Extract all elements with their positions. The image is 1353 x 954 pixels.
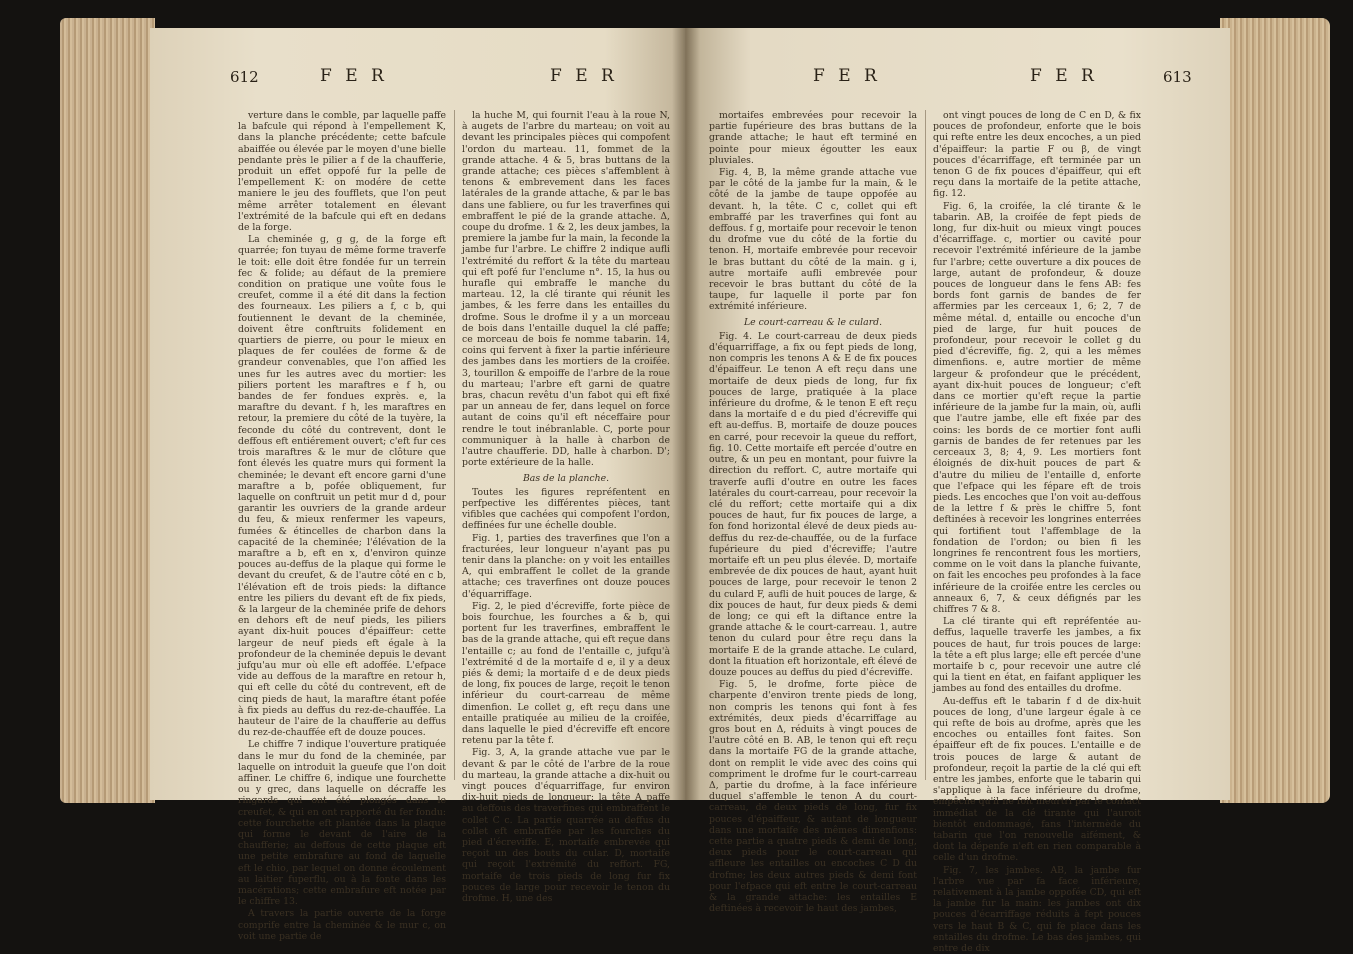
paragraph: La clé tirante qui eft repréfentée au-deffus, laquelle traverfe les jambes, a fix pouces de haut, fur trois pouces de large: la tête a eft plus large; elle eft percée d'une mortaife b c, pour recevoir une autre clé qui la tient en état, en faifant appliquer les jambes au fond des entailles du drofme. xyxy=(933,616,1141,695)
right-page-number: 613 xyxy=(1163,68,1192,86)
left-page-number: 612 xyxy=(230,68,259,86)
book-gutter xyxy=(672,28,700,800)
left-column-1 xyxy=(238,110,446,942)
left-page xyxy=(150,28,685,942)
column-rule xyxy=(454,110,455,780)
section-heading: Bas de la planche. xyxy=(522,472,610,484)
paragraph: A travers la partie ouverte de la forge comprife entre la cheminée & le mur c, on voit une partie de xyxy=(238,908,446,942)
right-running-head-2: F E R xyxy=(1030,66,1098,86)
paragraph: ont vingt pouces de long de C en D, & fix pouces de profondeur, enforte que le bois qui refte entre les deux encoches, a un pied d'épaiffeur: la partie F ou β, de vingt pouces d'écarriffage, eft terminée par un tenon G de fix pouces d'épaiffeur, qui eft reçu dans la mortaife de la petite attache, fig. 12. xyxy=(933,110,1141,200)
paragraph: Fig. 4, B, la même grande attache vue par le côté de la jambe fur la main, & le côté de la jambe de taupe oppofée au devant. h, la tête. C c, collet qui eft embraffé par les traverfines qui font au deffous. f g, mortaife pour recevoir le tenon du drofme vue du côté de la fortie du tenon. H, mortaife embrevée pour recevoir le bras buttant du côté de la main. g i, autre mortaife aufli embrevée pour recevoir le bras buttant du côté de la taupe, fur laquelle il porte par fon extrémité inférieure. xyxy=(709,167,917,313)
right-running-head-1: F E R xyxy=(813,66,881,86)
paragraph: Fig. 7, les jambes. AB, la jambe fur l'arbre vue par fa face inférieure, relativement à la jambe oppofée CD, qui eft la jambe fur la main: les jambes ont dix pouces d'écarriffage réduits à fept pouces vers le haut B & C, qui fe place dans les entailles du drofme. Le bas des jambes, qui entre de dix xyxy=(933,864,1141,954)
left-running-head-2: F E R xyxy=(550,66,618,86)
paragraph: Fig. 1, parties des traverfines que l'on a fracturées, leur longueur n'ayant pas pu tenir dans la planche: on y voit les entailles A, qui embraffent le collet de la grande attache; ces traverfines ont douze pouces d'équarriffage. xyxy=(462,532,670,600)
right-column-1 xyxy=(709,110,917,915)
paragraph: verture dans le comble, par laquelle paffe la bafcule qui répond à l'empellement K, dans la planche précédente; cette bafcule abaiffée ou élevée par le moyen d'une bielle pendante près le pilier a f de la chaufferie, produit un effet oppofé fur la pelle de l'empellement K: on modére de cette maniere le jeu des foufflets, que l'on peut même arrêter totalement en élevant l'extrémité de la bafcule qui eft en dedans de la forge. xyxy=(238,110,446,234)
paragraph: La cheminée g, g g, de la forge eft quarrée; fon tuyau de même forme traverfe le toit: elle doit être fondée fur un terrein fec & folide; au défaut de la premiere condition on pratique une voûte fous le creufet, comme il a été dit dans la fection des fourneaux. Les piliers a f, c b, qui foutiennent le devant de la cheminée, doivent être conftruits folidement en quartiers de pierre, ou pour le mieux en plaques de fer coulées de forme & de grandeur convenables, que l'on affied les unes fur les autres avec du mortier: les piliers portent les maraftres e f h, ou bandes de fer fondues exprès. e, la maraftre du devant. f h, les maraftres en retour, la premiere du côté de la tuyère, la feconde du côté du contrevent, dont le deffous eft entiérement ouvert; c'eft fur ces trois maraftres & le mur de clôture que font élevés les quatre murs qui forment la cheminée; le devant eft encore garni d'une maraftre a b, pofée obliquement, fur laquelle on conftruit un petit mur d d, pour garantir les ouvriers de la grande ardeur du feu, & mieux renfermer les vapeurs, fumées & étincelles de charbon dans la capacité de la cheminée; l'élévation de la maraftre a b, eft en x, d'environ quinze pouces au-deffus de la plaque qui forme le devant du creufet, & de l'autre côté en c b, l'élévation eft de trois pieds: la diftance entre les piliers du devant eft de fix pieds, & la largeur de la cheminée prife de dehors en dehors eft de neuf pieds, les piliers ayant dix-huit pouces d'épaiffeur: cette largeur de neuf pieds eft égale à la profondeur de la cheminée depuis le devant jufqu'au mur où elle eft adoffée. L'efpace vide au deffous de la maraftre en retour h, qui eft celle du côté du contrevent, eft de cinq pieds de haut, la maraftre étant pofée à fix pieds au deffus du rez-de-chauffée. La hauteur de l'aire de la chaufferie au deffus du rez-de-chauffée eft de douze pouces. xyxy=(238,234,446,739)
page-stack-right xyxy=(1220,18,1330,803)
paragraph: Fig. 2, le pied d'écreviffe, forte pièce de bois fourchue, les fourches a & b, qui portent fur les traverfines, embraffent le bas de la grande attache, qui eft reçue dans l'entaille c; au fond de l'entaille c, jufqu'à l'extrémité d de la mortaife d e, il y a deux piés & demi; la mortaife d e de deux pieds de long, fix pouces de large, reçoit le tenon inférieur du court-carreau de même dimenfion. Le collet g, eft reçu dans une entaille pratiquée au milieu de la croifée, dans laquelle le pied d'écreviffe eft encore retenu par la tête f. xyxy=(462,600,670,747)
paragraph: Fig. 4. Le court-carreau de deux pieds d'équarriffage, a fix ou fept pieds de long, non compris les tenons A & E de fix pouces d'épaiffeur. Le tenon A eft reçu dans une mortaife de deux pieds de long, fur fix pouces de large, pratiquée à la place inférieure du drofme, & le tenon E eft reçu dans la mortaife d e du pied d'écreviffe qui eft au-deffus. B, mortaife de douze pouces en carré, pour recevoir la queue du reffort, fig. 10. Cette mortaife eft percée d'outre en outre, & un peu en montant, pour fuivre la direction du reffort. C, autre mortaife qui traverfe aufli d'outre en outre les faces latérales du court-carreau, pour recevoir la clé du reffort; cette mortaife qui a dix pouces de haut, fur fix pouces de large, a fon fond horizontal élevé de deux pieds au-deffus du rez-de-chauffée, ou de la furface fupérieure du pied d'écreviffe; l'autre mortaife eft un peu plus élevée. D, mortaife embrevée de dix pouces de haut, ayant huit pouces de large, pour recevoir le tenon 2 du culard F, aufli de huit pouces de large, & dix pouces de haut, fur deux pieds & demi de long; ce qui eft la diftance entre la grande attache & le court-carreau. 1, autre tenon du culard pour être reçu dans la mortaife E de la grande attache. Le culard, dont la fituation eft horizontale, eft élevé de douze pouces au deffus du pied d'écreviffe. xyxy=(709,330,917,678)
page-stack-left xyxy=(60,18,155,803)
paragraph: la huche M, qui fournit l'eau à la roue N, à augets de l'arbre du marteau; on voit au devant les principales pièces qui compofent l'ordon du marteau. 11, fommet de la grande attache. 4 & 5, bras buttans de la grande attache; ces pièces s'affemblent à tenons & embrevement dans les faces latérales de la grande attache, & par le bas dans une fabliere, ou fur les traverfines qui embraffent le pié de la grande attache. Δ, coupe du drofme. 1 & 2, les deux jambes, la premiere la jambe fur la main, la feconde la jambe fur l'arbre. Le chiffre 2 indique aufli l'extrémité du reffort & la tête du marteau qui eft pofé fur l'enclume n°. 15, la hus ou hurafle qui embraffe le manche du marteau. 12, la clé tirante qui réunit les jambes, & les ferre dans les entailles du drofme. Sous le drofme il y a un morceau de bois dans l'entaille duquel la clé paffe; ce morceau de bois fe nomme tabarin. 14, coins qui fervent à fixer la partie inférieure des jambes dans les mortiers de la croifée. 3, tourillon & empoiffe de l'arbre de la roue du marteau; l'arbre eft garni de quatre bras, chacun revêtu d'un fabot qui eft fixé par un anneau de fer, dans lequel on force autant de coins qu'il eft néceffaire pour rendre le tout inébranlable. C, porte pour communiquer à la halle à charbon de l'autre chaufferie. DD, halle à charbon. D'; porte extérieure de la halle. xyxy=(462,110,670,469)
paragraph: Toutes les figures repréfentent en perfpective les différentes pièces, tant vifibles que cachées qui compofent l'ordon, deffinées fur une échelle double. xyxy=(462,486,670,532)
paragraph: Au-deffus eft le tabarin f d de dix-huit pouces de long, d'une largeur égale à ce qui refte de bois au drofme, après que les encoches ou entailles font faites. Son épaiffeur eft de fix pouces. L'entaille e de trois pouces de large & autant de profondeur, reçoit la partie de la clé qui eft entre les jambes, enforte que le tabarin qui s'applique à la face inférieure du drofme, empêche qu'il ne foit meurtri par le contact immédiat de la clé tirante qui l'auroit bientôt endommagé, fans l'intermède du tabarin que l'on renouvelle aifément, & dont la dépenfe n'eft en rien comparable à celle d'un drofme. xyxy=(933,695,1141,864)
right-page xyxy=(685,28,1230,954)
paragraph: Le chiffre 7 indique l'ouverture pratiquée dans le mur du fond de la cheminée, par laquelle on introduit la gueufe que l'on doit affiner. Le chiffre 6, indique une fourchette ou y grec, dans laquelle on décraffe les ringards qui ont été plongés dans le creufet, & qui en ont rapporté du fer fondu: cette fourchette eft plantée dans la plaque qui forme le devant de l'aire de la chaufferie; au deffous de cette plaque eft une petite embrafure au fond de laquelle eft le chio, par lequel on donne écoulement au laitier fuperflu, ou à la fonte dans les macérations; cette embrafure eft notée par le chiffre 13. xyxy=(238,739,446,908)
left-running-head-1: F E R xyxy=(320,66,388,86)
paragraph: Fig. 5, le drofme, forte pièce de charpente d'environ trente pieds de long, non compris les tenons qui font à fes extrémités, deux pieds d'écarriffage au gros bout en Δ, réduits à vingt pouces de l'autre côté en B. AB, le tenon qui eft reçu dans la mortaife FG de la grande attache, dont on remplit le vide avec des coins qui compriment le drofme fur le court-carreau Δ, partie du drofme, à la face inférieure duquel s'affemble le tenon A du court-carreau, de deux pieds de long, fur fix pouces d'épaiffeur, & autant de longueur dans une mortaife des mêmes dimenfions: cette partie a quatre pieds & demi de long, deux pieds pour le court-carreau qui affleure les entailles ou encoches C D du drofme; les deux autres pieds & demi font pour l'efpace qui eft entre le court-carreau & la grande attache: les entailles E deftinées à recevoir le haut des jambes, xyxy=(709,679,917,915)
right-column-2 xyxy=(933,110,1141,954)
paragraph: mortaifes embrevées pour recevoir la partie fupérieure des bras buttans de la grande attache; le haut eft terminé en pointe pour mieux égoutter les eaux pluviales. xyxy=(709,110,917,166)
column-rule xyxy=(925,110,926,780)
paragraph: Fig. 3, A, la grande attache vue par le devant & par le côté de l'arbre de la roue du marteau, la grande attache a dix-huit ou vingt pouces d'équarriffage, fur environ dix-huit pieds de longueur: la tête A paffe au deffous des traverfines qui embraffent le collet C c. La partie quarrée au deffus du collet eft embraffée par les fourches du pied d'écreviffe. E, mortaife embrevée qui reçoit un des bouts du cular. D, mortaife qui reçoit l'extrémité du reffort. FG, mortaife de trois pieds de long fur fix pouces de large pour recevoir le tenon du drofme. H, une des xyxy=(462,747,670,905)
paragraph: Fig. 6, la croifée, la clé tirante & le tabarin. AB, la croifée de fept pieds de long, fur dix-huit ou mieux vingt pouces d'écarriffage. c, mortier ou cavité pour recevoir l'extrémité inférieure de la jambe fur l'arbre; cette ouverture a dix pouces de large, autant de profondeur, & douze pouces de longueur dans le fens AB: fes bords font garnis de bandes de fer affermies par les cerceaux 1, 6; 2, 7 de même métal. d, entaille ou encoche d'un pied de large, fur huit pouces de profondeur, pour recevoir le collet g du pied d'écreviffe, fig. 2, qui a les mêmes dimenfions. e, autre mortier de même largeur & profondeur que le précédent, ayant dix-huit pouces de longueur; c'eft dans ce mortier qu'eft reçue la partie inférieure de la jambe fur la main, où, aufli que l'autre jambe, elle eft fixée par des coins: les bords de ce mortier font aufli garnis de bandes de fer retenues par les cerceaux 3, 8; 4, 9. Les mortiers font éloignés de dix-huit pouces de part & d'autre du milieu de l'entaille d, enforte que l'efpace qui les fépare eft de trois pieds. Les encoches que l'on voit au-deffous de la lettre f & près le chiffre 5, font deftinées à recevoir les longrines enterrées qui fortifient tout l'affemblage de la fondation de l'ordon; ou bien fi les longrines fe rencontrent fous les mortiers, comme on le voit dans la planche fuivante, on fait les encoches peu profondes à la face inférieure de la croifée entre les cercles ou anneaux 6, 7, & ceux défignés par les chiffres 7 & 8. xyxy=(933,200,1141,615)
section-heading: Le court-carreau & le culard. xyxy=(743,316,883,328)
left-column-2 xyxy=(462,110,670,905)
